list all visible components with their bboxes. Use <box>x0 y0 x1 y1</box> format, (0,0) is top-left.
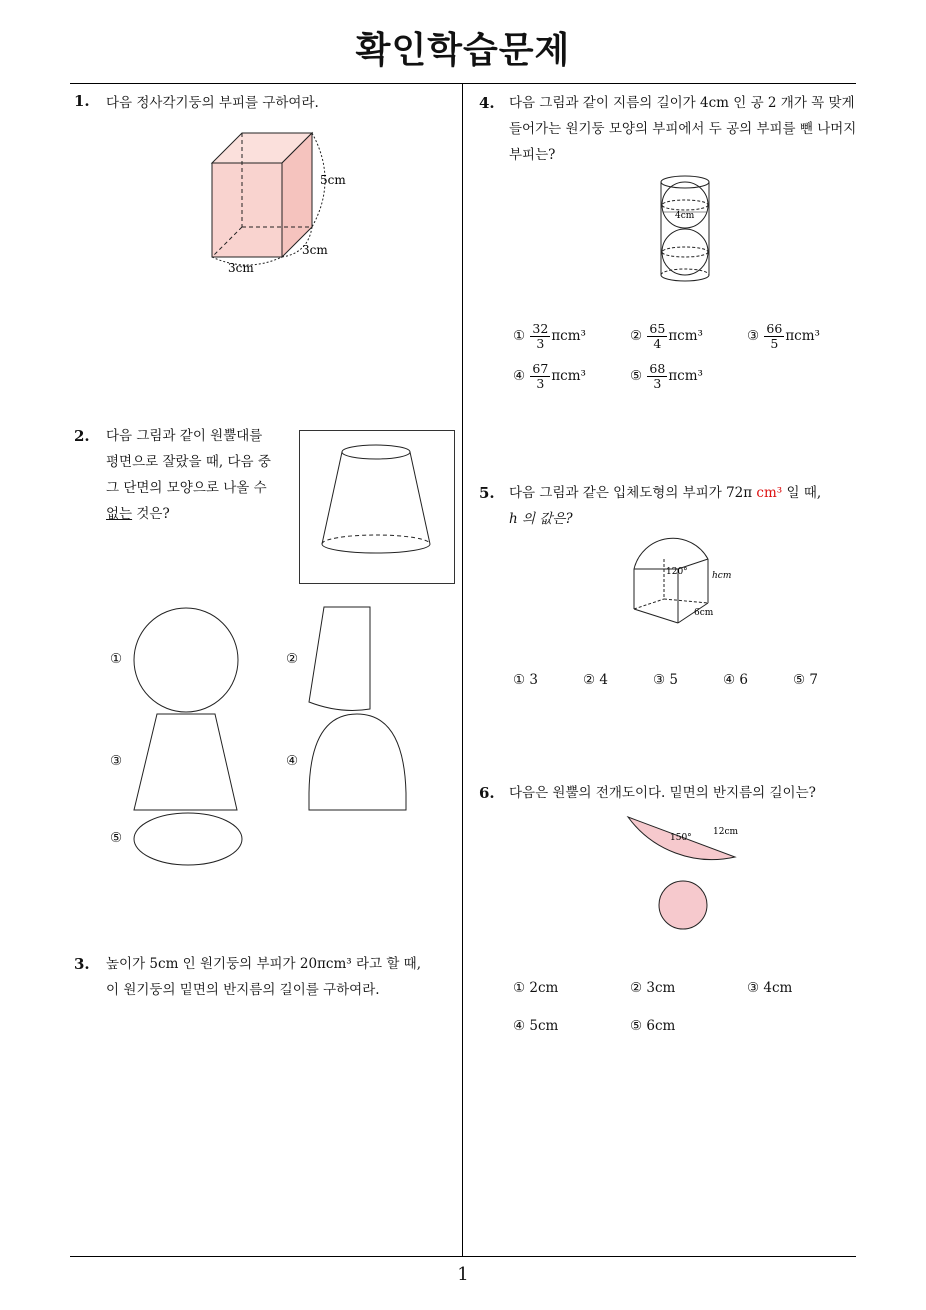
header-rule <box>70 83 856 84</box>
net-slant-label: 12cm <box>713 827 739 837</box>
truncated-cone-figure <box>299 430 455 585</box>
question-3-line2: 이 원기둥의 밑면의 반지름의 길이를 구하여라. <box>106 982 380 998</box>
q6-choice-2[interactable]: ② 3cm <box>630 980 676 996</box>
prism-width-label: 3cm <box>228 261 254 275</box>
q2-choice-3-trapezoid[interactable] <box>133 713 239 811</box>
prism-depth-label: 3cm <box>302 243 328 257</box>
question-1-text: 다음 정사각기둥의 부피를 구하여라. <box>106 95 319 111</box>
question-2-text: 다음 그림과 같이 원뿔대를 평면으로 잘랐을 때, 다음 중 그 단면의 모양으로 나올 수 없는 것은? <box>106 428 271 522</box>
question-5-line1: 다음 그림과 같은 입체도형의 부피가 72π cm³ 일 때, <box>509 485 822 501</box>
q2-choice-5-ellipse[interactable] <box>133 812 245 868</box>
q2-choice-mark-4[interactable]: ④ <box>286 753 299 769</box>
question-4-text: 다음 그림과 같이 지름의 길이가 4cm 인 공 2 개가 꼭 맞게 들어가는 원기둥 모양의 부피에서 두 공의 부피를 뺀 나머지 부피는? <box>509 95 857 163</box>
question-5-number: 5. <box>479 484 495 502</box>
question-3-line1: 높이가 5cm 인 원기둥의 부피가 20πcm³ 라고 할 때, <box>106 956 422 972</box>
prism-h-label: hcm <box>712 571 732 581</box>
column-divider <box>462 84 463 1256</box>
q4-choice-1[interactable]: ① $\frac{32}{3}$ πcm³ <box>513 321 586 351</box>
question-6-text: 다음은 원뿔의 전개도이다. 밑면의 반지름의 길이는? <box>509 785 816 801</box>
page-number: 1 <box>457 1264 469 1285</box>
q2-choice-mark-1[interactable]: ① <box>110 651 123 667</box>
q2-choice-2-shape[interactable] <box>308 606 374 714</box>
q4-choice-3[interactable]: ③ $\frac{66}{5}$ πcm³ <box>747 321 820 351</box>
q6-choice-5[interactable]: ⑤ 6cm <box>630 1018 676 1034</box>
square-prism-figure <box>200 125 360 280</box>
page-title: 확인학습문제 <box>355 30 571 71</box>
net-angle-label: 150° <box>670 833 692 843</box>
question-5-line2: h 의 값은? <box>509 511 573 527</box>
sector-prism-figure <box>630 535 740 625</box>
footer-rule <box>70 1256 856 1257</box>
q2-choice-1-circle[interactable] <box>133 607 239 713</box>
q2-choice-mark-3[interactable]: ③ <box>110 753 123 769</box>
q5-choice-2[interactable]: ② 4 <box>583 672 608 688</box>
q5-choice-3[interactable]: ③ 5 <box>653 672 678 688</box>
q4-choice-4[interactable]: ④ $\frac{67}{3}$ πcm³ <box>513 361 586 391</box>
q6-choice-4[interactable]: ④ 5cm <box>513 1018 559 1034</box>
q4-choice-2[interactable]: ② $\frac{65}{4}$ πcm³ <box>630 321 703 351</box>
prism-height-label: 5cm <box>320 173 346 187</box>
ball-diameter-label: 4cm <box>675 211 695 221</box>
question-2-number: 2. <box>74 427 90 445</box>
q4-choice-5[interactable]: ⑤ $\frac{68}{3}$ πcm³ <box>630 361 703 391</box>
q2-choice-mark-2[interactable]: ② <box>286 651 299 667</box>
question-3-number: 3. <box>74 955 90 973</box>
question-6-number: 6. <box>479 784 495 802</box>
q6-choice-3[interactable]: ③ 4cm <box>747 980 793 996</box>
q5-choice-4[interactable]: ④ 6 <box>723 672 748 688</box>
q2-choice-mark-5[interactable]: ⑤ <box>110 830 123 846</box>
question-4-number: 4. <box>479 94 495 112</box>
q5-choice-5[interactable]: ⑤ 7 <box>793 672 818 688</box>
cylinder-two-balls-figure <box>655 172 719 288</box>
q5-choice-1[interactable]: ① 3 <box>513 672 538 688</box>
q6-choice-1[interactable]: ① 2cm <box>513 980 559 996</box>
sector-angle-label: 120° <box>666 567 688 577</box>
question-1-number: 1. <box>74 92 90 110</box>
q2-choice-4-arch[interactable] <box>308 713 408 811</box>
sector-radius-label: 6cm <box>694 608 714 618</box>
cone-net-figure <box>625 812 755 934</box>
